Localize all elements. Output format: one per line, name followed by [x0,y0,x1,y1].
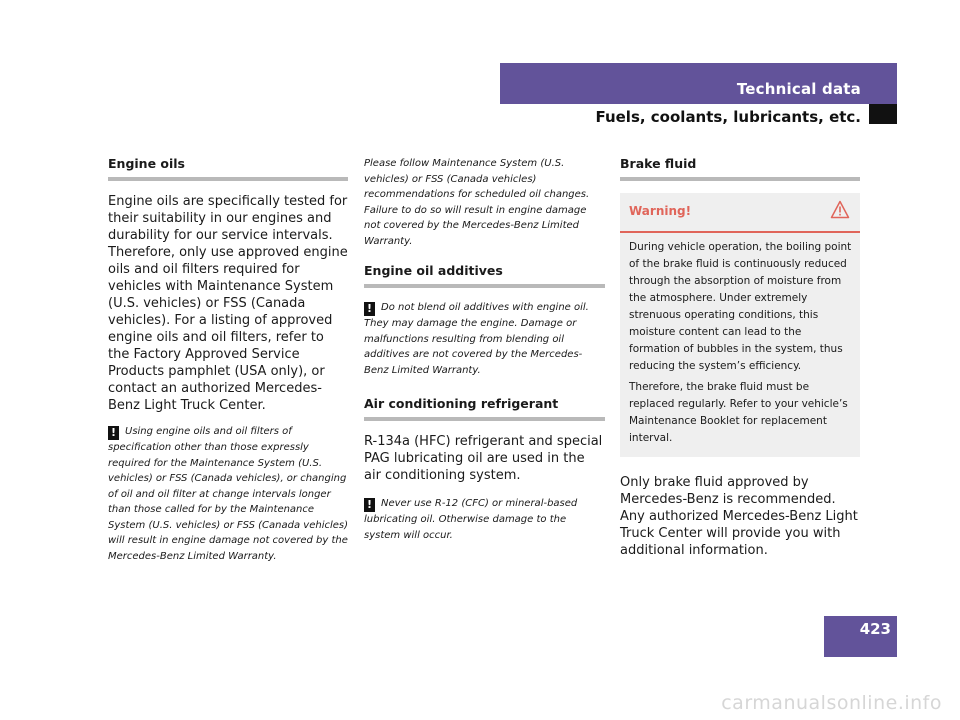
maintenance-note: Please follow Maintenance System (U.S. vehicles) or FSS (Canada vehicles) recommendations for scheduled oil changes. Failure to do so will result in engine damage not covered by the Mercedes-Benz Limited Warranty. [364,158,590,247]
engine-oils-note [108,424,348,564]
engine-oils-note-text: Using engine oils and oil filters of specification other than those expressly required for the Maintenance System (U.S. vehicles) or FSS (Canada vehicles), or changing of oil and oil filter at change intervals longer than those called for by the Maintenance System (U.S. vehicles) or FSS (Canada vehicles) will result in engine damage not covered by the Mercedes-Benz Limited Warranty. [108,426,349,562]
notice-icon: ! [364,498,375,512]
additives-note [364,300,605,378]
warning-body [620,233,860,457]
ac-refrigerant-text: R-134a (HFC) refrigerant and special PAG lubricating oil are used in the air conditioning system. [364,434,603,483]
heading-engine-oils: Engine oils [108,156,348,181]
ac-note-text: Never use R-12 (CFC) or mineral-based lubricating oil. Otherwise damage to the system will occur. [364,498,578,541]
ac-note [364,496,605,543]
heading-air-conditioning-refrigerant: Air conditioning refrigerant [364,396,605,421]
warning-text-2: Therefore, the brake fluid must be replaced regularly. Refer to your vehicle’s Maintenance Booklet for replacement interval. [629,381,848,444]
heading-brake-fluid: Brake fluid [620,156,860,181]
engine-oils-text: Engine oils are specifically tested for their suitability in our engines and durability for our service intervals. Therefore, only use approved engine oils and oil filters required for vehicles with Maintenance System (U.S. vehicles) or FSS (Canada vehicles). For a listing of approved engine oils and oil filters, refer to the Factory Approved Service Products pamphlet (USA only), or contact an authorized Mercedes-Benz Light Truck Center. [108,194,348,413]
section-subtitle: Fuels, coolants, lubricants, etc. [595,108,861,126]
warning-title: Warning! [629,204,692,218]
additives-note-text: Do not blend oil additives with engine oil. They may damage the engine. Damage or malfunctions resulting from blending oil additives are not covered by the Mercedes-Benz Limited Warranty. [364,302,589,376]
warning-header [620,193,860,233]
notice-icon: ! [108,426,119,440]
warning-box [620,193,860,457]
page-number: 423 [859,620,891,638]
column-engine-oils [108,156,348,564]
brake-fluid-text: Only brake fluid approved by Mercedes-Benz is recommended. Any authorized Mercedes-Benz Light Truck Center will provide you with additional information. [620,475,858,558]
watermark: carmanualsonline.info [721,692,942,714]
section-title: Technical data [736,80,861,98]
warning-triangle-icon [830,200,850,219]
column-additives [364,156,605,543]
heading-engine-oil-additives: Engine oil additives [364,263,605,288]
header-marker [869,104,897,124]
column-brake-fluid [620,156,860,559]
warning-text-1: During vehicle operation, the boiling point of the brake fluid is continuously reduced through the absorption of moisture from the atmosphere. Under extremely strenuous operating conditions, this moisture content can lead to the formation of bubbles in the system, thus reducing the system’s efficiency. [629,241,852,372]
notice-icon: ! [364,302,375,316]
